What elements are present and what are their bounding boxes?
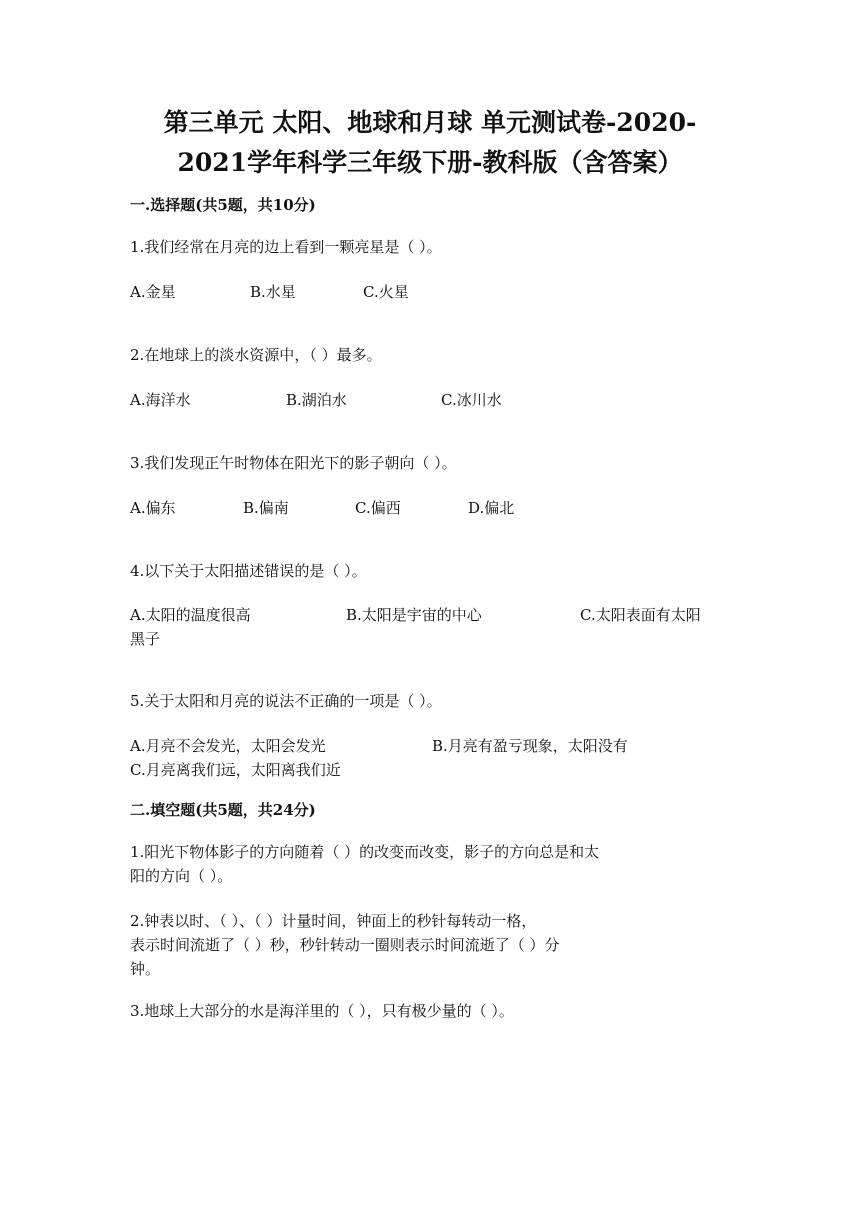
fill-question-line: 1.阳光下物体影子的方向随着（ ）的改变而改变，影子的方向总是和太 [130,843,600,861]
option-d[interactable]: D.偏北 [468,499,515,517]
option-b[interactable]: B.太阳是宇宙的中心 [346,606,482,624]
option-c-continuation: 黑子 [130,630,161,648]
section-header-choice: 一.选择题(共5题，共10分) [130,196,316,214]
option-c[interactable]: C.冰川水 [441,391,502,409]
fill-question-line: 阳的方向（ ）。 [130,867,233,885]
fill-question-line: 2.钟表以时、（ ）、（ ）计量时间，钟面上的秒针每转动一格， [130,912,537,930]
option-a[interactable]: A.金星 [130,283,176,301]
option-a[interactable]: A.偏东 [130,499,176,517]
option-b[interactable]: B.湖泊水 [286,391,347,409]
option-b[interactable]: B.偏南 [243,499,289,517]
option-a[interactable]: A.太阳的温度很高 [130,606,251,624]
option-b[interactable]: B.水星 [250,283,296,301]
question-stem: 2.在地球上的淡水资源中，（ ）最多。 [130,346,382,364]
option-c[interactable]: C.火星 [363,283,409,301]
fill-question-line: 钟。 [130,960,161,978]
question-stem: 4.以下关于太阳描述错误的是（ ）。 [130,562,367,580]
title-line-1: 第三单元 太阳、地球和月球 单元测试卷-2020- [163,108,697,137]
section-header-fill-blank: 二.填空题(共5题，共24分) [130,801,316,819]
fill-question-line: 3.地球上大部分的水是海洋里的（ ），只有极少量的（ ）。 [130,1002,514,1020]
question-stem: 3.我们发现正午时物体在阳光下的影子朝向（ ）。 [130,454,457,472]
question-stem: 5.关于太阳和月亮的说法不正确的一项是（ ）。 [130,692,442,710]
option-b[interactable]: B.月亮有盈亏现象，太阳没有 [432,737,628,755]
fill-question-line: 表示时间流逝了（ ）秒，秒针转动一圈则表示时间流逝了（ ）分 [130,936,560,954]
option-c[interactable]: C.太阳表面有太阳 [580,606,701,624]
option-c[interactable]: C.月亮离我们远，太阳离我们近 [130,761,341,779]
option-c[interactable]: C.偏西 [355,499,401,517]
option-a[interactable]: A.海洋水 [130,391,191,409]
option-a[interactable]: A.月亮不会发光，太阳会发光 [130,737,326,755]
question-stem: 1.我们经常在月亮的边上看到一颗亮星是（ ）。 [130,238,442,256]
title-line-2: 2021学年科学三年级下册-教科版（含答案） [177,148,683,177]
